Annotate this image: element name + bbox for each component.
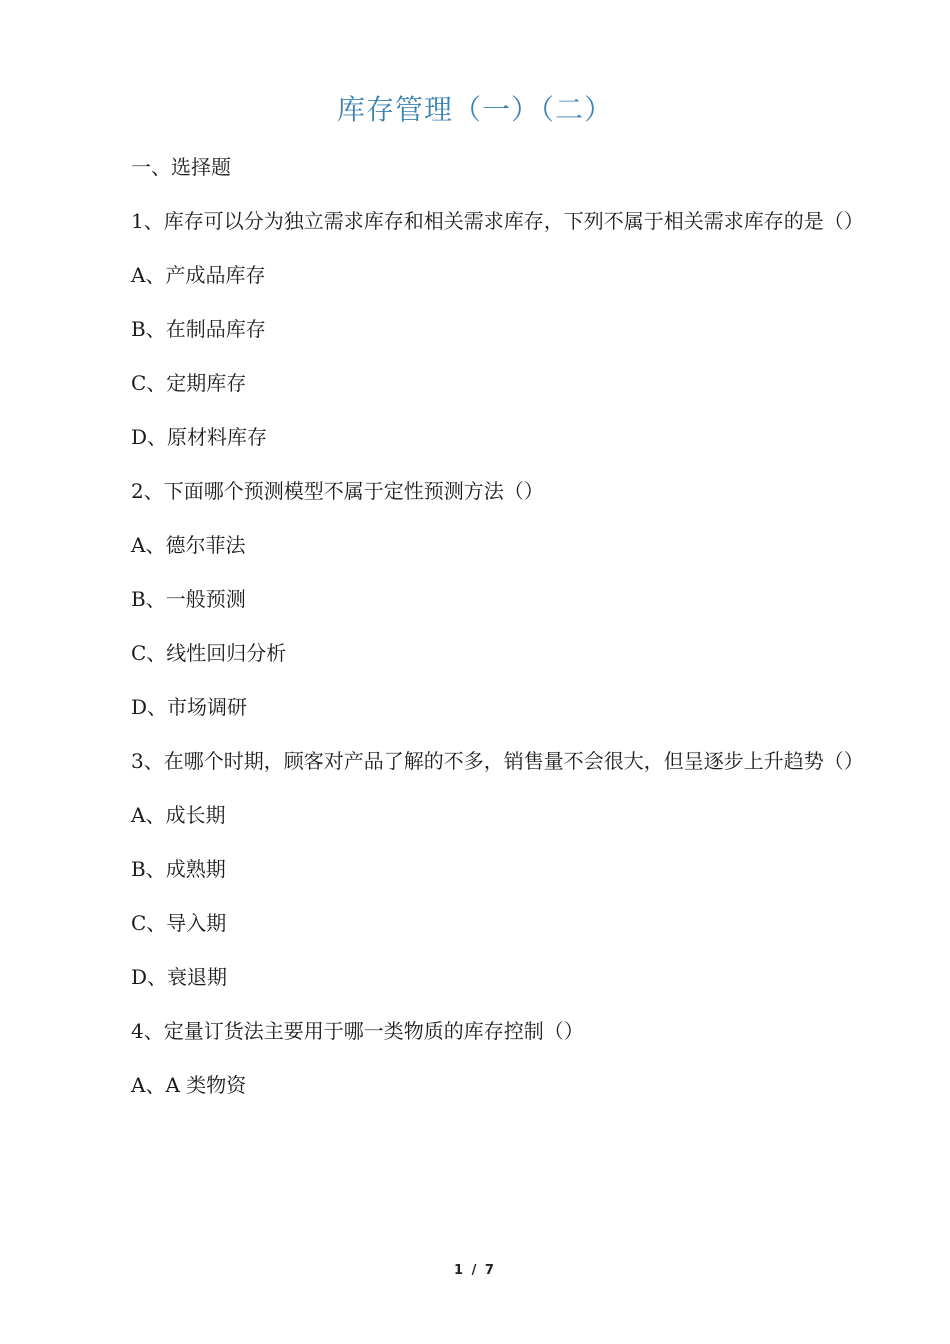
question-1: 1、库存可以分为独立需求库存和相关需求库存，下列不属于相关需求库存的是（）	[131, 209, 864, 233]
question-2: 2、下面哪个预测模型不属于定性预测方法（）	[131, 479, 544, 503]
question-3: 3、在哪个时期，顾客对产品了解的不多，销售量不会很大，但呈逐步上升趋势（）	[131, 749, 864, 773]
option-2c: C、线性回归分析	[131, 641, 287, 665]
page-indicator: 1 / 7	[454, 1263, 496, 1278]
option-3d: D、衰退期	[131, 965, 228, 989]
question-4: 4、定量订货法主要用于哪一类物质的库存控制（）	[131, 1019, 584, 1043]
option-1a: A、产成品库存	[131, 263, 266, 287]
option-2d: D、市场调研	[131, 695, 248, 719]
document-title: 库存管理（一）（二）	[336, 93, 613, 126]
option-3c: C、导入期	[131, 911, 227, 935]
option-3a: A、成长期	[131, 803, 226, 827]
section-heading: 一、选择题	[131, 155, 231, 179]
option-1b: B、在制品库存	[131, 317, 266, 341]
option-1c: C、定期库存	[131, 371, 247, 395]
option-1d: D、原材料库存	[131, 425, 268, 449]
option-3b: B、成熟期	[131, 857, 226, 881]
option-4a: A、A 类物资	[131, 1073, 247, 1097]
option-2a: A、德尔菲法	[131, 533, 246, 557]
document-body	[87, 150, 867, 1122]
option-2b: B、一般预测	[131, 587, 246, 611]
